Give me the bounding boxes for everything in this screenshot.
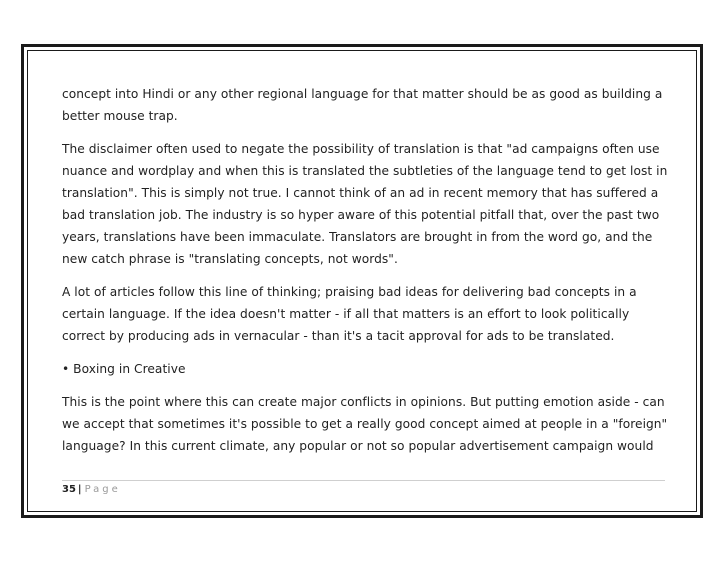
- page-footer: [62, 483, 121, 497]
- text-line: translation". This is simply not true. I cannot think of an ad in recent memory that has suffered a: [62, 186, 659, 200]
- footer-divider: [62, 480, 665, 481]
- text-line: A lot of articles follow this line of thinking; praising bad ideas for delivering bad concepts in a: [62, 285, 637, 299]
- text-line: • Boxing in Creative: [62, 362, 186, 376]
- text-line: This is the point where this can create major conflicts in opinions. But putting emotion aside - can: [62, 395, 665, 409]
- paragraph-1: [62, 83, 672, 127]
- text-line: concept into Hindi or any other regional language for that matter should be as good as building a: [62, 87, 663, 101]
- text-line: new catch phrase is "translating concepts, not words".: [62, 252, 398, 266]
- text-line: we accept that sometimes it's possible to get a really good concept aimed at people in a "foreign": [62, 417, 668, 431]
- paragraph-3: [62, 281, 672, 347]
- text-line: certain language. If the idea doesn't matter - if all that matters is an effort to look politically: [62, 307, 630, 321]
- text-line: bad translation job. The industry is so hyper aware of this potential pitfall that, over the past two: [62, 208, 660, 222]
- text-line: correct by producing ads in vernacular - than it's a tacit approval for ads to be translated.: [62, 329, 615, 343]
- text-line: language? In this current climate, any popular or not so popular advertisement campaign would: [62, 439, 654, 453]
- text-line: years, translations have been immaculate. Translators are brought in from the word go, and the: [62, 230, 653, 244]
- text-line: The disclaimer often used to negate the possibility of translation is that "ad campaigns often use: [62, 142, 660, 156]
- bullet-heading: [62, 358, 672, 380]
- page-separator: |: [77, 484, 82, 495]
- text-line: nuance and wordplay and when this is translated the subtleties of the language tend to get lost in: [62, 164, 668, 178]
- page-number: 35: [62, 484, 76, 495]
- document-body: [62, 83, 672, 457]
- page-label: Page: [84, 484, 121, 495]
- paragraph-4: [62, 391, 672, 457]
- paragraph-2: [62, 138, 672, 270]
- text-line: better mouse trap.: [62, 109, 178, 123]
